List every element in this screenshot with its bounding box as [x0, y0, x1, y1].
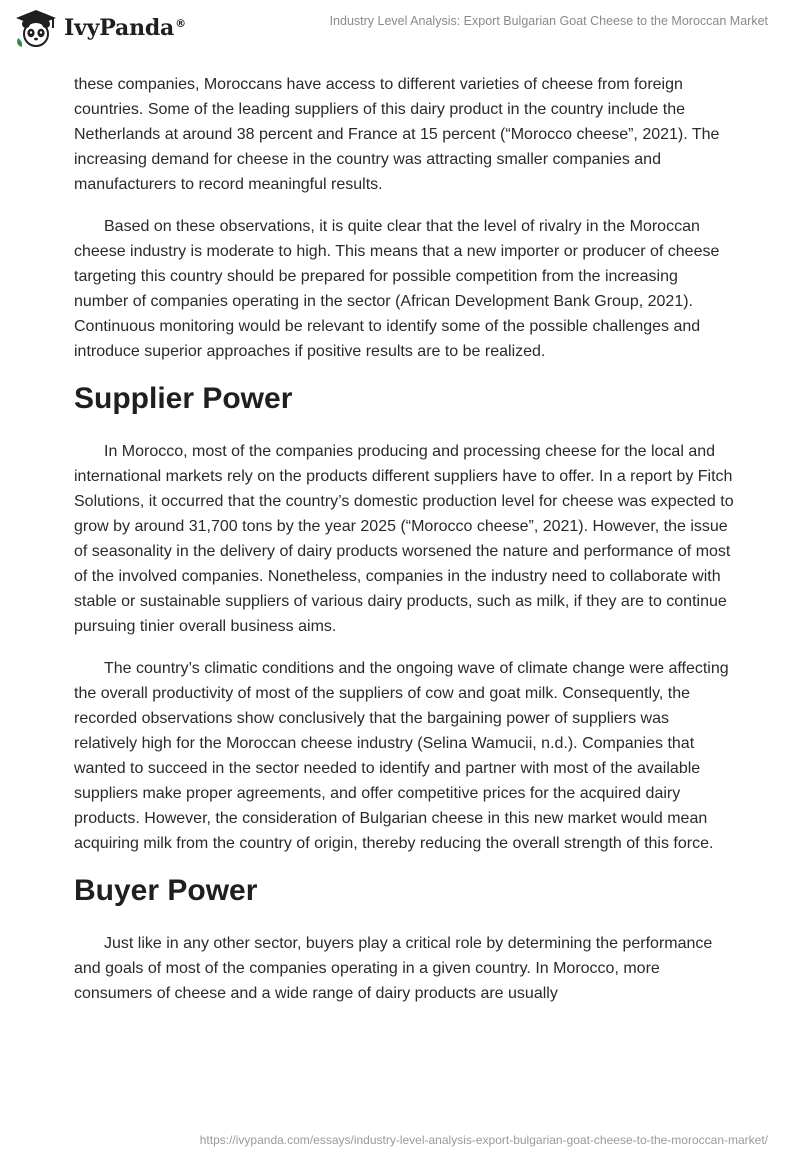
document-title: Industry Level Analysis: Export Bulgarian Goat Cheese to the Moroccan Market — [329, 14, 768, 28]
panda-graduate-icon — [14, 8, 58, 48]
paragraph: these companies, Moroccans have access to different varieties of cheese from foreign countries. Some of the leading suppliers of this dairy product in the country include the Netherlands at around 38 percent and France at 15 percent (“Morocco cheese”, 2021). The increasing demand for cheese in the country was attracting smaller companies and manufacturers to record meaningful results. — [74, 76, 720, 193]
logo-wordmark: IvyPanda® — [64, 15, 186, 41]
paragraph: Based on these observations, it is quite clear that the level of rivalry in the Moroccan cheese industry is moderate to high. This means that a new importer or producer of cheese targeting this country should be prepared for possible competition from the increasing number of companies operating in the sector (African Development Bank Group, 2021). Continuous monitoring would be relevant to identify some of the possible challenges and introduce superior approaches if positive results are to be realized. — [74, 218, 720, 360]
essay-body — [74, 72, 734, 1023]
section-heading-buyer-power: Buyer Power — [74, 874, 258, 907]
paragraph: The country’s climatic conditions and the ongoing wave of climate change were affecting the overall productivity of most of the suppliers of cow and goat milk. Consequently, the recorded observations show conclusively that the bargaining power of suppliers was relatively high for the Moroccan cheese industry (Selina Wamucii, n.d.). Companies that wanted to succeed in the sector needed to identify and partner with most of the available suppliers make proper agreements, and offer competitive prices for the acquired dairy products. However, the consideration of Bulgarian cheese in this new market would mean acquiring milk from the country of origin, thereby reducing the overall strength of this force. — [74, 660, 729, 852]
paragraph: In Morocco, most of the companies producing and processing cheese for the local and international markets rely on the products different suppliers have to offer. In a report by Fitch Solutions, it occurred that the country’s domestic production level for cheese was expected to grow by around 31,700 tons by the year 2025 (“Morocco cheese”, 2021). However, the issue of seasonality in the delivery of dairy products worsened the nature and performance of most of the involved companies. Nonetheless, companies in the industry need to collaborate with stable or sustainable suppliers of various dairy products, such as milk, if they are to continue pursuing tinier overall business aims. — [74, 443, 734, 635]
section-heading-supplier-power: Supplier Power — [74, 382, 293, 415]
paragraph: Just like in any other sector, buyers play a critical role by determining the performance and goals of most of the companies operating in a given country. In Morocco, more consumers of cheese and a wide range of dairy products are usually — [74, 935, 713, 1002]
site-logo[interactable] — [14, 8, 186, 48]
source-url[interactable]: https://ivypanda.com/essays/industry-level-analysis-export-bulgarian-goat-cheese-to-the-moroccan-market/ — [199, 1133, 768, 1147]
registered-mark: ® — [175, 16, 186, 30]
page-header — [0, 0, 800, 60]
